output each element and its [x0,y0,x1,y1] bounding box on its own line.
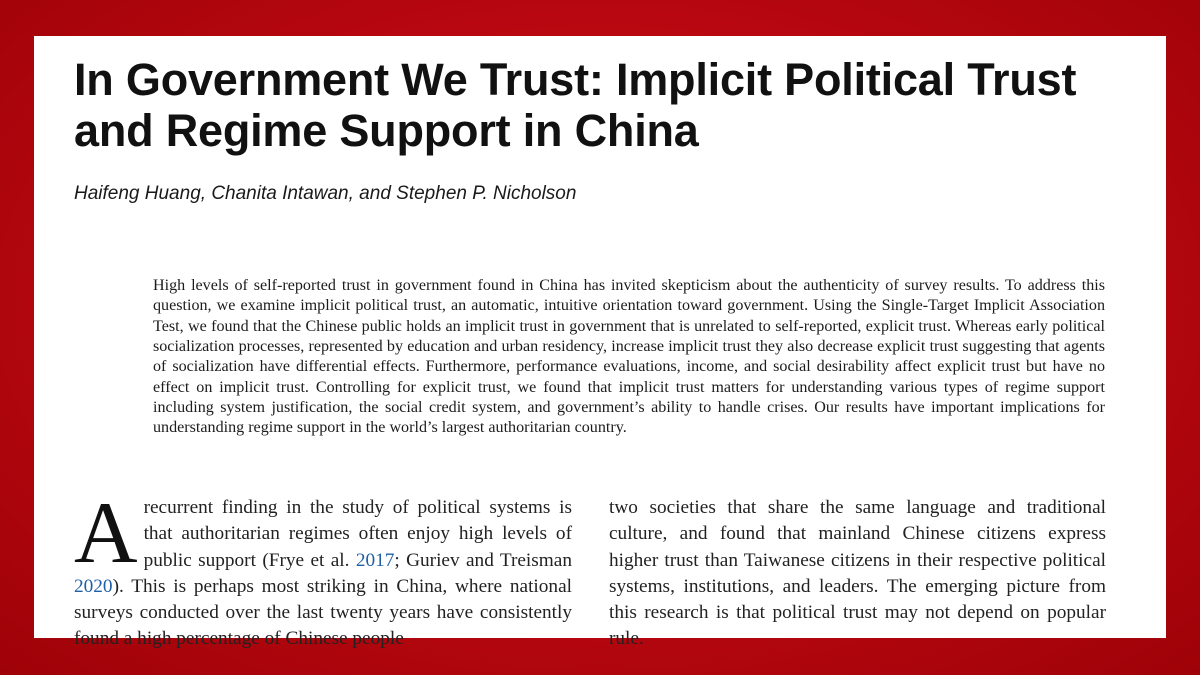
body-column-right [609,495,1106,653]
body-text-left-part-3: ). This is perhaps most striking in China, where national surveys conducted over the last twenty years have consistently found a high percentage of Chinese people [74,575,572,650]
body-column-left [74,485,572,653]
citation-link-2020[interactable]: 2020 [74,575,113,597]
citation-link-2017[interactable]: 2017 [355,549,395,571]
paper-page [34,36,1166,650]
body-text-left-part-2: ; Guriev and Treisman [394,549,572,571]
drop-cap: A [74,485,138,582]
article-title: In Government We Trust: Implicit Political Trust and Regime Support in China [74,54,1077,156]
body-text-right: two societies that share the same language and traditional culture, and found that mainland Chinese citizens express higher trust than Taiwanese citizens in their respective political systems, institutions, and leaders. The emerging picture from this research is that political trust may not depend on popular rule. [609,497,1106,650]
article-abstract: High levels of self-reported trust in government found in China has invited skepticism about the authenticity of survey results. To address this question, we examine implicit political trust, an automatic, intuitive orientation toward government. Using the Single-Target Implicit Association Test, we found that the Chinese public holds an implicit trust in government that is unrelated to self-reported, explicit trust. Whereas early political socialization processes, represented by education and urban residency, increase implicit trust they also decrease explicit trust suggesting that agents of socialization have differential effects. Furthermore, performance evaluations, income, and social desirability affect explicit trust but have no effect on implicit trust. Controlling for explicit trust, we found that implicit trust matters for understanding various types of regime support including system justification, the social credit system, and government’s ability to handle crises. Our results have important implications for understanding regime support in the world’s largest authoritarian country. [153,277,1105,437]
body-text-left-part-1: recurrent finding in the study of political systems is that authoritarian regimes often enjoy high levels of public support (Frye et al. [143,497,572,571]
article-authors: Haifeng Huang, Chanita Intawan, and Stephen P. Nicholson [74,183,577,204]
